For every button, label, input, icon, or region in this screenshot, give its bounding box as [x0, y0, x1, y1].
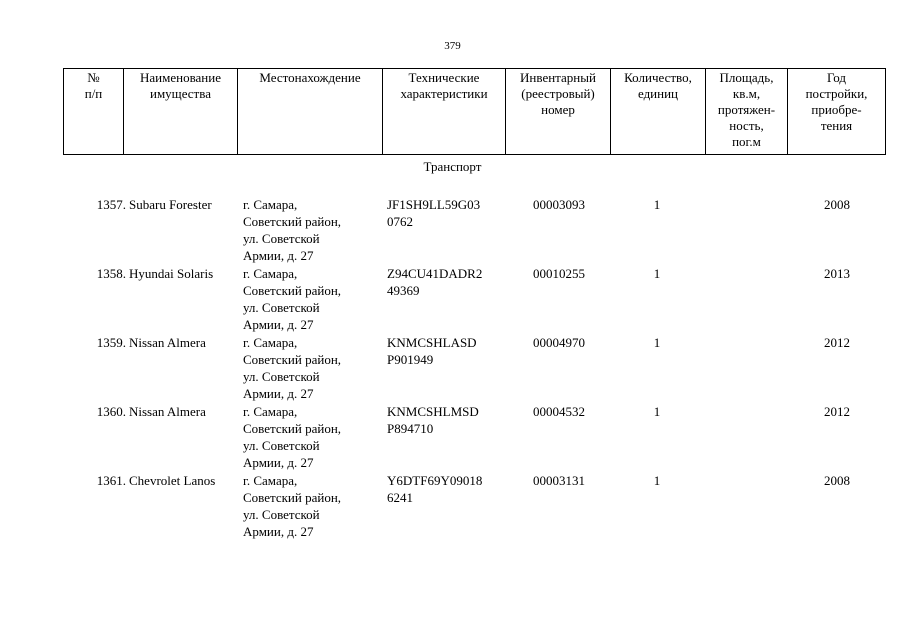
row-location: г. Самара, Советский район, ул. Советской Армии, д. 27: [243, 404, 342, 470]
row-number: 1358.: [96, 266, 126, 281]
header-year: Год постройки, приобре- тения: [788, 69, 886, 155]
row-name: Subaru Forester: [129, 197, 212, 212]
row-location: г. Самара, Советский район, ул. Советской Армии, д. 27: [243, 266, 342, 332]
header-quantity: Количество, единиц: [611, 69, 706, 155]
row-quantity: 1: [653, 404, 661, 419]
row-year: 2008: [824, 197, 850, 212]
row-inventory: 00003093: [533, 197, 585, 212]
row-inventory: 00003131: [533, 473, 585, 488]
row-quantity: 1: [653, 335, 661, 350]
header-location: Местонахождение: [238, 69, 383, 155]
row-year: 2008: [824, 473, 850, 488]
table-row: [0, 196, 905, 265]
row-name: Hyundai Solaris: [129, 266, 214, 281]
row-number: 1357.: [96, 197, 126, 212]
page-number: 379: [444, 40, 461, 52]
header-row: [64, 69, 886, 155]
table-row: [0, 334, 905, 403]
row-tech: KNMCSHLASD P901949: [387, 335, 477, 367]
row-number: 1359.: [96, 335, 126, 350]
table-row: [0, 472, 905, 541]
row-year: 2013: [824, 266, 850, 281]
header-tech: Технические характеристики: [383, 69, 506, 155]
row-inventory: 00004970: [533, 335, 585, 350]
row-name: Nissan Almera: [129, 404, 206, 419]
row-tech: JF1SH9LL59G03 0762: [387, 197, 481, 229]
table-header: [63, 68, 886, 155]
row-location: г. Самара, Советский район, ул. Советской Армии, д. 27: [243, 197, 342, 263]
row-tech: Z94CU41DADR2 49369: [387, 266, 483, 298]
row-location: г. Самара, Советский район, ул. Советской Армии, д. 27: [243, 473, 342, 539]
row-name: Nissan Almera: [129, 335, 206, 350]
header-num: № п/п: [64, 69, 124, 155]
row-tech: KNMCSHLMSD P894710: [387, 404, 479, 436]
row-tech: Y6DTF69Y09018 6241: [387, 473, 483, 505]
row-quantity: 1: [653, 266, 661, 281]
header-name: Наименование имущества: [124, 69, 238, 155]
row-inventory: 00004532: [533, 404, 585, 419]
row-quantity: 1: [653, 473, 661, 488]
row-inventory: 00010255: [533, 266, 585, 281]
row-location: г. Самара, Советский район, ул. Советской Армии, д. 27: [243, 335, 342, 401]
row-name: Chevrolet Lanos: [129, 473, 216, 488]
row-year: 2012: [824, 335, 850, 350]
header-area: Площадь, кв.м, протяжен- ность, пог.м: [706, 69, 788, 155]
row-quantity: 1: [653, 197, 661, 212]
table-row: [0, 265, 905, 334]
header-inventory: Инвентарный (реестровый) номер: [506, 69, 611, 155]
row-number: 1361.: [96, 473, 126, 488]
row-year: 2012: [824, 404, 850, 419]
table-row: [0, 403, 905, 472]
section-title: Транспорт: [423, 159, 482, 174]
row-number: 1360.: [96, 404, 126, 419]
